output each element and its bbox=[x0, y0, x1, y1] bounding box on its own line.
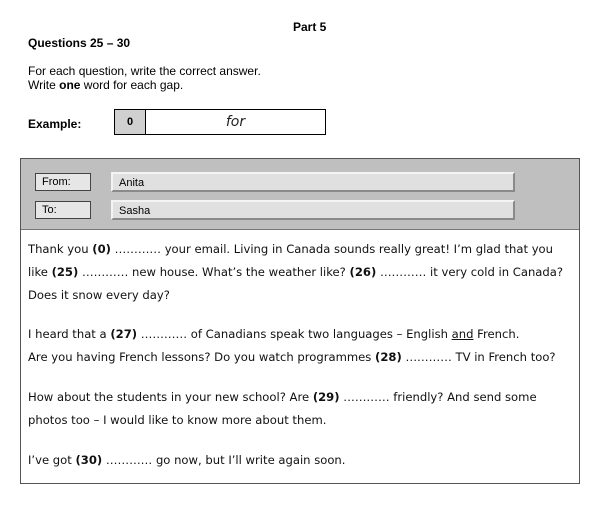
text: I heard that a bbox=[28, 327, 111, 341]
text: ………… it very cold in Canada? Does it snow every day? bbox=[28, 265, 564, 302]
paragraph-3 bbox=[28, 386, 576, 432]
text: ………… your email. Living in Canada sounds really great! I’m glad that you like bbox=[28, 242, 553, 279]
gap-30: (30) bbox=[75, 453, 103, 467]
paragraph-2-line-2 bbox=[28, 346, 576, 369]
text: Are you having French lessons? Do you watch programmes bbox=[28, 350, 376, 364]
gap-26: (26) bbox=[349, 265, 377, 279]
text: I’ve got bbox=[28, 453, 76, 467]
gap-27: (27) bbox=[110, 327, 138, 341]
paragraph-4 bbox=[28, 449, 576, 472]
questions-heading: Questions 25 – 30 bbox=[28, 36, 131, 50]
gap-0: (0) bbox=[92, 242, 111, 256]
text: ………… of Canadians speak two languages – English bbox=[137, 327, 452, 341]
text: Thank you bbox=[28, 242, 93, 256]
example-answer: for bbox=[225, 114, 246, 130]
instructions bbox=[28, 64, 261, 92]
text: ………… friendly? And send some photos too – I would like to know more about them. bbox=[28, 390, 537, 427]
example-box bbox=[114, 109, 326, 135]
to-field: Sasha bbox=[111, 200, 515, 220]
text: ………… go now, but I’ll write again soon. bbox=[102, 453, 346, 467]
gap-28: (28) bbox=[375, 350, 402, 364]
instruction-post: word for each gap. bbox=[80, 78, 184, 92]
from-label: From: bbox=[35, 173, 91, 191]
paragraph-2-line-1 bbox=[28, 323, 576, 346]
text: French. bbox=[473, 327, 520, 341]
paragraph-2 bbox=[28, 323, 576, 369]
paragraph-1 bbox=[28, 238, 576, 307]
instruction-pre: Write bbox=[28, 78, 60, 92]
instruction-line-2 bbox=[28, 78, 261, 92]
text: ………… new house. What’s the weather like? bbox=[78, 265, 350, 279]
instruction-line-1: For each question, write the correct answer. bbox=[28, 64, 261, 78]
instruction-bold: one bbox=[59, 78, 81, 92]
gap-25: (25) bbox=[51, 265, 79, 279]
email-panel bbox=[20, 158, 580, 484]
gap-29: (29) bbox=[312, 390, 340, 404]
example-number: 0 bbox=[115, 110, 146, 134]
from-field: Anita bbox=[111, 172, 515, 192]
part-title: Part 5 bbox=[293, 20, 327, 34]
to-label: To: bbox=[35, 201, 91, 219]
text: How about the students in your new school? Are bbox=[28, 390, 313, 404]
underlined-and: and bbox=[451, 327, 474, 341]
email-header bbox=[21, 159, 579, 230]
example-label: Example: bbox=[28, 117, 82, 131]
text: ………… TV in French too? bbox=[401, 350, 556, 364]
